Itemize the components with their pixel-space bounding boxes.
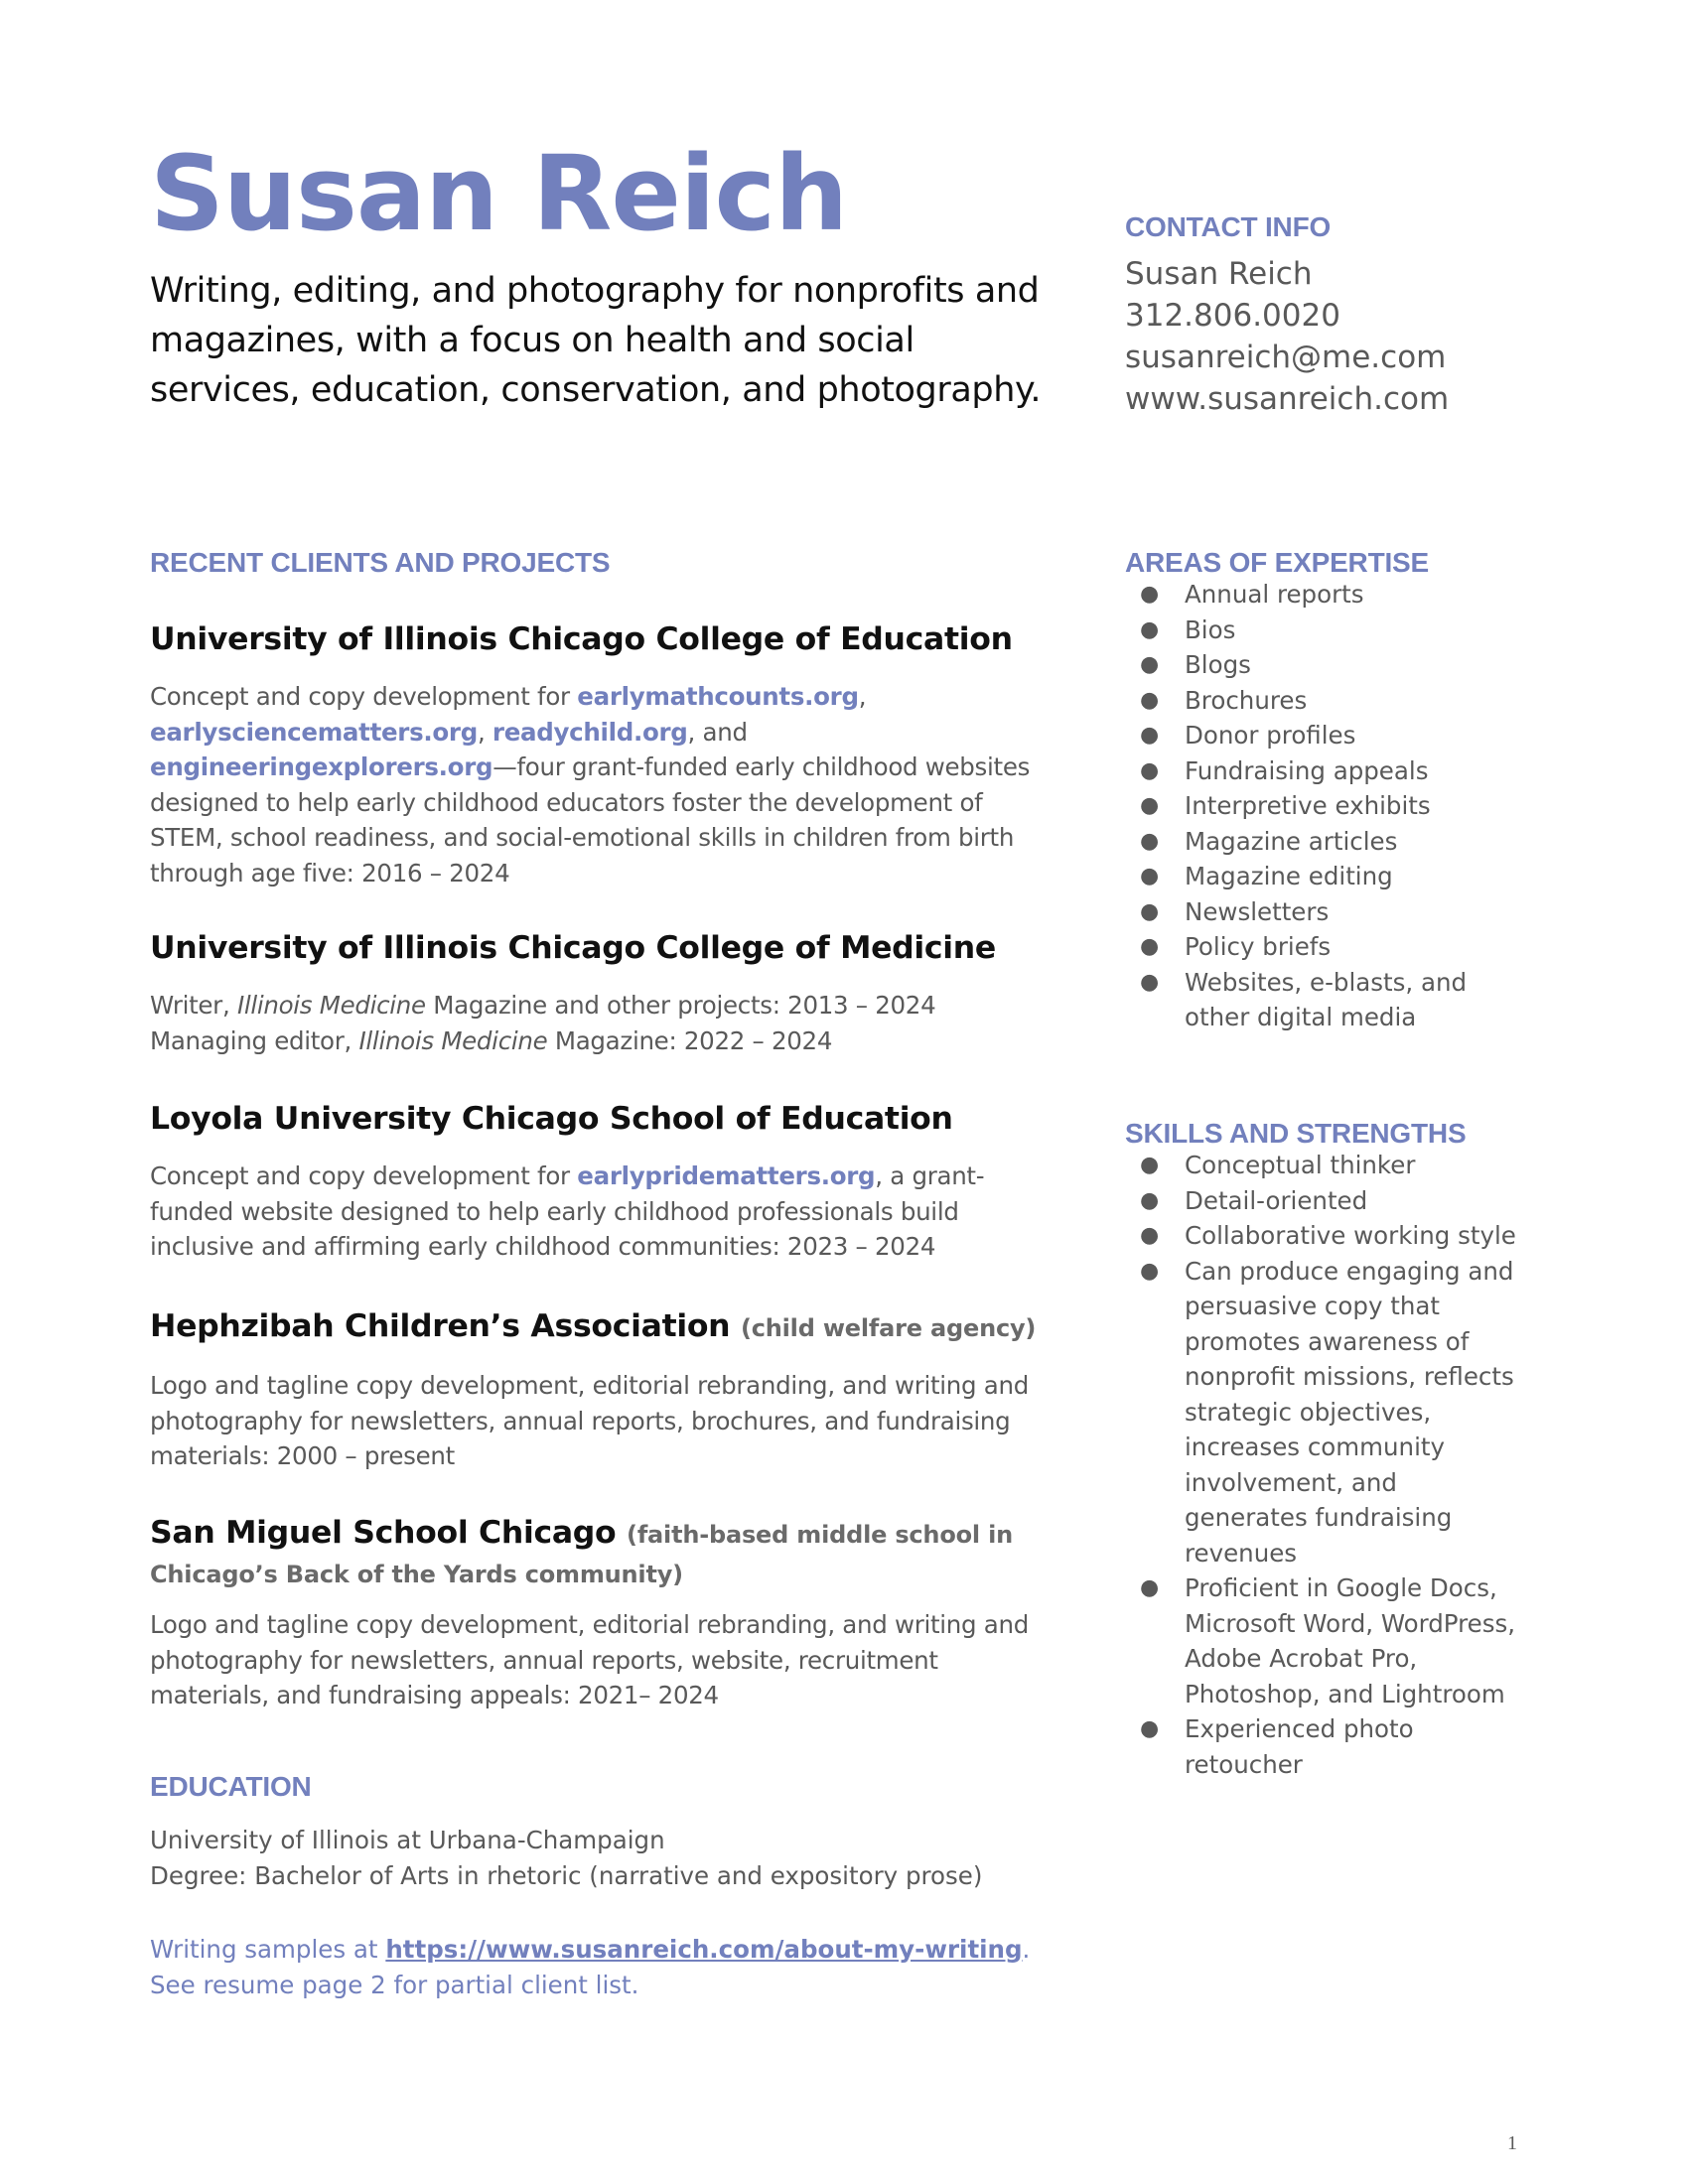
bullet-icon: ● <box>1140 864 1160 888</box>
education-body <box>150 1823 982 1893</box>
list-item-text: Newsletters <box>1185 896 1330 926</box>
list-item-text: Blogs <box>1185 650 1251 679</box>
contact-heading: CONTACT INFO <box>1125 211 1332 242</box>
list-item-text: Brochures <box>1185 685 1308 715</box>
expertise-heading: AREAS OF EXPERTISE <box>1125 547 1430 578</box>
client-title: San Miguel School Chicago (faith-based middle school in Chicago’s Back of the Yards community) <box>150 1515 1013 1588</box>
client-title: University of Illinois Chicago College of Education <box>150 621 1013 657</box>
list-item-text: Experienced photo retoucher <box>1185 1714 1414 1779</box>
writing-samples-link[interactable]: https://www.susanreich.com/about-my-writing <box>385 1935 1023 1964</box>
client-title: Hephzibah Children’s Association (child welfare agency) <box>150 1308 1037 1344</box>
bullet-icon: ● <box>1140 757 1160 783</box>
list-item <box>1125 788 1532 824</box>
page-2-note: See resume page 2 for partial client list. <box>150 1971 639 1999</box>
link-readychild[interactable]: readychild.org <box>492 717 688 747</box>
list-item <box>1125 1254 1522 1571</box>
list-item-text: Detail-oriented <box>1185 1185 1368 1215</box>
bullet-icon: ● <box>1140 969 1160 995</box>
contact-website[interactable]: www.susanreich.com <box>1125 381 1450 417</box>
client-title: University of Illinois Chicago College of Medicine <box>150 930 996 966</box>
education-school: University of Illinois at Urbana-Champaign <box>150 1826 665 1854</box>
bullet-icon: ● <box>1140 652 1160 677</box>
list-item-text: Bios <box>1185 614 1236 644</box>
list-item-text: Magazine editing <box>1185 862 1393 890</box>
bullet-icon: ● <box>1140 828 1160 854</box>
client-description: Writer, Illinois Medicine Magazine and other projects: 2013 – 2024 Managing editor, Illinois Medicine Magazine: 2022 – 2024 <box>150 991 936 1055</box>
contact-phone[interactable]: 312.806.0020 <box>1125 298 1340 334</box>
bullet-icon: ● <box>1140 898 1160 924</box>
list-item <box>1125 859 1532 894</box>
list-item-text: Can produce engaging and persuasive copy that promotes awareness of nonprofit missions, reflects strategic objectives, increases community involvement, and generates fundraising revenues <box>1185 1256 1514 1568</box>
skills-list <box>1125 1148 1522 1782</box>
list-item-text: Fundraising appeals <box>1185 755 1429 785</box>
list-item <box>1125 647 1532 683</box>
contact-name: Susan Reich <box>1125 256 1313 292</box>
list-item <box>1125 613 1532 648</box>
list-item <box>1125 1218 1522 1254</box>
bullet-icon: ● <box>1140 934 1160 959</box>
bullet-icon: ● <box>1140 1575 1160 1600</box>
list-item <box>1125 894 1532 930</box>
bullet-icon: ● <box>1140 687 1160 713</box>
list-item <box>1125 824 1532 860</box>
expertise-list <box>1125 577 1532 1035</box>
client-description: Logo and tagline copy development, editorial rebranding, and writing and photography for newsletters, annual reports, website, recruitment materials, and fundraising appeals: 2021– 2024 <box>150 1610 1029 1709</box>
list-item-text: Annual reports <box>1185 580 1364 609</box>
client-entry <box>150 1306 1044 1474</box>
link-engineeringexplorers[interactable]: engineeringexplorers.org <box>150 752 493 781</box>
list-item-text: Conceptual thinker <box>1185 1151 1416 1179</box>
list-item <box>1125 1183 1522 1219</box>
clients-heading: RECENT CLIENTS AND PROJECTS <box>150 547 611 578</box>
list-item <box>1125 577 1532 613</box>
client-entry <box>150 619 1044 890</box>
bullet-icon: ● <box>1140 616 1160 642</box>
list-item <box>1125 1570 1522 1711</box>
bullet-icon: ● <box>1140 1716 1160 1741</box>
list-item-text: Interpretive exhibits <box>1185 791 1431 820</box>
bullet-icon: ● <box>1140 1223 1160 1248</box>
bullet-icon: ● <box>1140 1258 1160 1284</box>
bullet-icon: ● <box>1140 723 1160 748</box>
list-item <box>1125 965 1532 1035</box>
education-degree: Degree: Bachelor of Arts in rhetoric (narrative and expository prose) <box>150 1860 983 1890</box>
client-entry <box>150 1099 1044 1265</box>
bullet-icon: ● <box>1140 1153 1160 1177</box>
list-item <box>1125 1148 1522 1183</box>
list-item-text: Donor profiles <box>1185 721 1356 750</box>
list-item <box>1125 683 1532 719</box>
list-item <box>1125 718 1532 753</box>
list-item-text: Proficient in Google Docs, Microsoft Word, WordPress, Adobe Acrobat Pro, Photoshop, and Lightroom <box>1185 1573 1516 1708</box>
list-item-text: Collaborative working style <box>1185 1221 1516 1250</box>
client-description: Logo and tagline copy development, editorial rebranding, and writing and photography for newsletters, annual reports, brochures, and fundraising materials: 2000 – present <box>150 1371 1029 1470</box>
client-note: (faith-based middle school in Chicago’s Back of the Yards community) <box>150 1521 1013 1588</box>
client-description: Concept and copy development for earlymathcounts.org, earlysciencematters.org, readychild.org, and engineeringexplorers.org—four grant-funded early childhood websites designed to help early childhood educators foster the development of STEM, school readiness, and social-emotional skills in children from birth through age five: 2016 – 2024 <box>150 682 1031 887</box>
bullet-icon: ● <box>1140 1187 1160 1213</box>
list-item-text: Websites, e-blasts, and other digital media <box>1185 967 1468 1031</box>
link-earlysciencematters[interactable]: earlysciencematters.org <box>150 717 478 747</box>
resume-name: Susan Reich <box>150 133 848 254</box>
bullet-icon: ● <box>1140 793 1160 818</box>
client-title: Loyola University Chicago School of Education <box>150 1101 953 1137</box>
education-heading: EDUCATION <box>150 1771 312 1802</box>
skills-heading: SKILLS AND STRENGTHS <box>1125 1118 1467 1149</box>
tagline: Writing, editing, and photography for nonprofits and magazines, with a focus on health and social services, education, conservation, and photography. <box>150 271 1042 410</box>
client-entry <box>150 928 1044 1058</box>
client-entry <box>150 1514 1044 1713</box>
contact-info <box>1125 253 1449 420</box>
list-item <box>1125 1711 1522 1782</box>
list-item-text: Magazine articles <box>1185 826 1398 856</box>
contact-email[interactable]: susanreich@me.com <box>1125 340 1447 375</box>
link-earlypridematters[interactable]: earlypridematters.org <box>577 1161 876 1190</box>
bullet-icon: ● <box>1140 582 1160 607</box>
client-note: (child welfare agency) <box>740 1314 1037 1342</box>
list-item <box>1125 753 1532 789</box>
list-item <box>1125 929 1532 965</box>
client-description: Concept and copy development for earlypridematters.org, a grant-funded website designed to help early childhood professionals build inclusive and affirming early childhood communities: 2023 – 2024 <box>150 1161 985 1261</box>
writing-samples: Writing samples at https://www.susanreich.com/about-my-writing. See resume page 2 for partial client list. <box>150 1932 1030 2003</box>
link-earlymathcounts[interactable]: earlymathcounts.org <box>577 682 859 711</box>
list-item-text: Policy briefs <box>1185 932 1332 961</box>
page-number: 1 <box>1507 2132 1517 2154</box>
